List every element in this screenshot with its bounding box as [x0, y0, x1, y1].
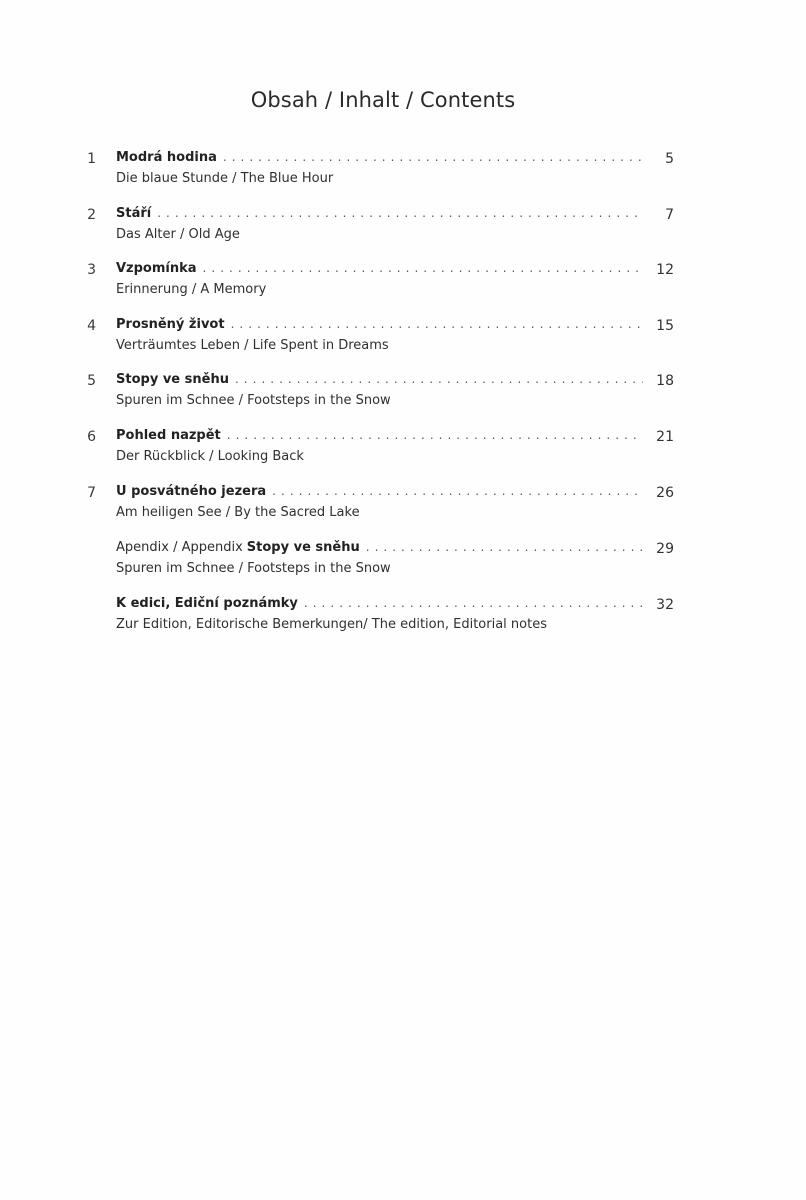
entry-title[interactable]: Stopy ve sněhu	[116, 372, 229, 387]
entry-title[interactable]: U posvátného jezera	[116, 484, 267, 499]
toc-entry[interactable]	[0, 261, 806, 305]
entry-title[interactable]: Vzpomínka	[116, 261, 197, 276]
entry-title-line	[116, 261, 643, 276]
toc-entry[interactable]	[0, 484, 806, 528]
entry-title[interactable]: Stopy ve sněhu	[246, 540, 360, 555]
entry-page-number: 12	[656, 262, 674, 278]
toc-entry[interactable]	[0, 150, 806, 194]
dot-leader	[272, 484, 643, 498]
entry-number: 4	[87, 318, 96, 334]
entry-page-number: 29	[656, 541, 674, 557]
entry-title-line	[116, 317, 643, 332]
entry-title-line	[116, 428, 643, 443]
entry-subtitle: Am heiligen See / By the Sacred Lake	[116, 505, 360, 520]
entry-number: 5	[87, 373, 96, 389]
entry-subtitle: Erinnerung / A Memory	[116, 282, 267, 297]
toc-entry[interactable]	[0, 317, 806, 361]
toc-entry[interactable]	[0, 428, 806, 472]
entry-subtitle: Spuren im Schnee / Footsteps in the Snow	[116, 393, 391, 408]
dot-leader	[203, 261, 643, 275]
dot-leader	[304, 596, 643, 610]
entry-subtitle: Spuren im Schnee / Footsteps in the Snow	[116, 561, 391, 576]
entry-page-number: 26	[656, 485, 674, 501]
toc-entry[interactable]	[0, 372, 806, 416]
entry-title-line	[116, 150, 643, 165]
entry-number: 2	[87, 207, 96, 223]
entry-title-line	[116, 596, 643, 611]
dot-leader	[157, 206, 643, 220]
entry-subtitle: Das Alter / Old Age	[116, 227, 240, 242]
entry-page-number: 32	[656, 597, 674, 613]
entry-title-line	[116, 540, 643, 555]
page-title: Obsah / Inhalt / Contents	[250, 88, 516, 112]
dot-leader	[366, 540, 643, 554]
entry-subtitle: Die blaue Stunde / The Blue Hour	[116, 171, 334, 186]
entry-subtitle: Zur Edition, Editorische Bemerkungen/ The edition, Editorial notes	[116, 617, 547, 632]
entry-number: 3	[87, 262, 96, 278]
dot-leader	[223, 150, 643, 164]
entry-title-line	[116, 484, 643, 499]
toc-entry-appendix[interactable]	[0, 540, 806, 584]
dot-leader	[231, 317, 643, 331]
entry-page-number: 5	[665, 151, 674, 167]
toc-entry[interactable]	[0, 206, 806, 250]
entry-page-number: 7	[665, 207, 674, 223]
entry-title[interactable]: K edici, Ediční poznámky	[116, 596, 298, 611]
entry-page-number: 18	[656, 373, 674, 389]
entry-title[interactable]: Prosněný život	[116, 317, 225, 332]
entry-number: 7	[87, 485, 96, 501]
entry-title-line	[116, 372, 643, 387]
entry-page-number: 15	[656, 318, 674, 334]
toc-entry-edition-notes[interactable]	[0, 596, 806, 640]
entry-number: 6	[87, 429, 96, 445]
entry-title-line	[116, 206, 643, 221]
entry-subtitle: Der Rückblick / Looking Back	[116, 449, 304, 464]
dot-leader	[235, 372, 643, 386]
dot-leader	[227, 428, 643, 442]
entry-title[interactable]: Stáří	[116, 206, 152, 221]
entry-page-number: 21	[656, 429, 674, 445]
entry-title[interactable]: Modrá hodina	[116, 150, 217, 165]
entry-number: 1	[87, 151, 96, 167]
entry-subtitle: Verträumtes Leben / Life Spent in Dreams	[116, 338, 389, 353]
entry-title[interactable]: Pohled nazpět	[116, 428, 221, 443]
entry-prefix: Apendix / Appendix	[116, 540, 243, 555]
